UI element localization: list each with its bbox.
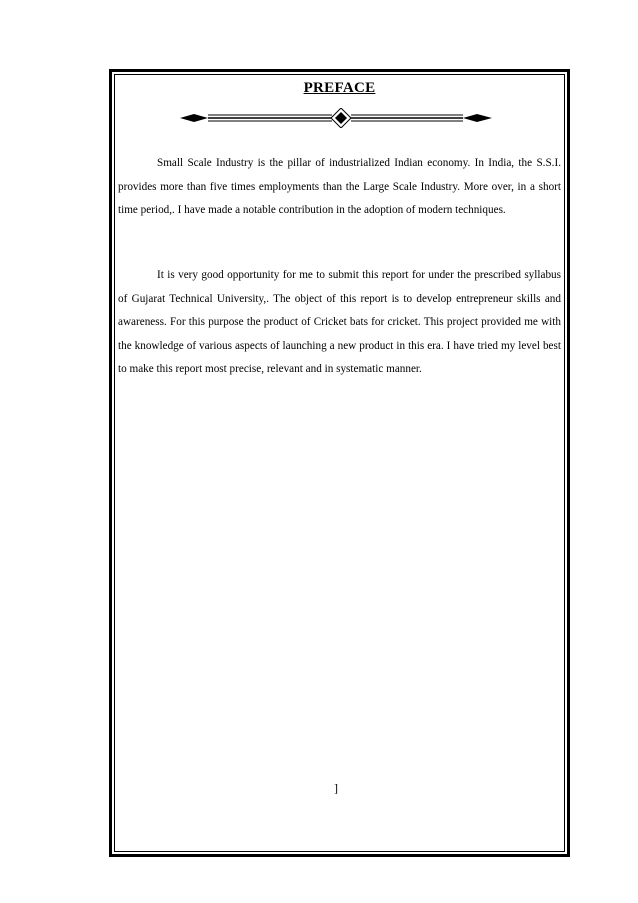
page-title: PREFACE [303,80,376,96]
preface-paragraph-1: Small Scale Industry is the pillar of industrialized Indian economy. In India, the S.S.I. provides more than five times employments than the Large Scale Industry. More over, in a short time period,. I have made a notable contribution in the adoption of modern techniques. [118,157,561,216]
footer-mark: ] [334,781,338,795]
preface-paragraph-2: It is very good opportunity for me to submit this report for under the prescribed syllabus of Gujarat Technical University,. The object of this report is to develop entrepreneur skills and awareness. For this purpose the product of Cricket bats for cricket. This project provided me with the knowledge of various aspects of launching a new product in this era. I have tried my level best to make this report most precise, relevant and in systematic manner. [118,269,561,375]
ornamental-divider-icon [180,108,492,128]
